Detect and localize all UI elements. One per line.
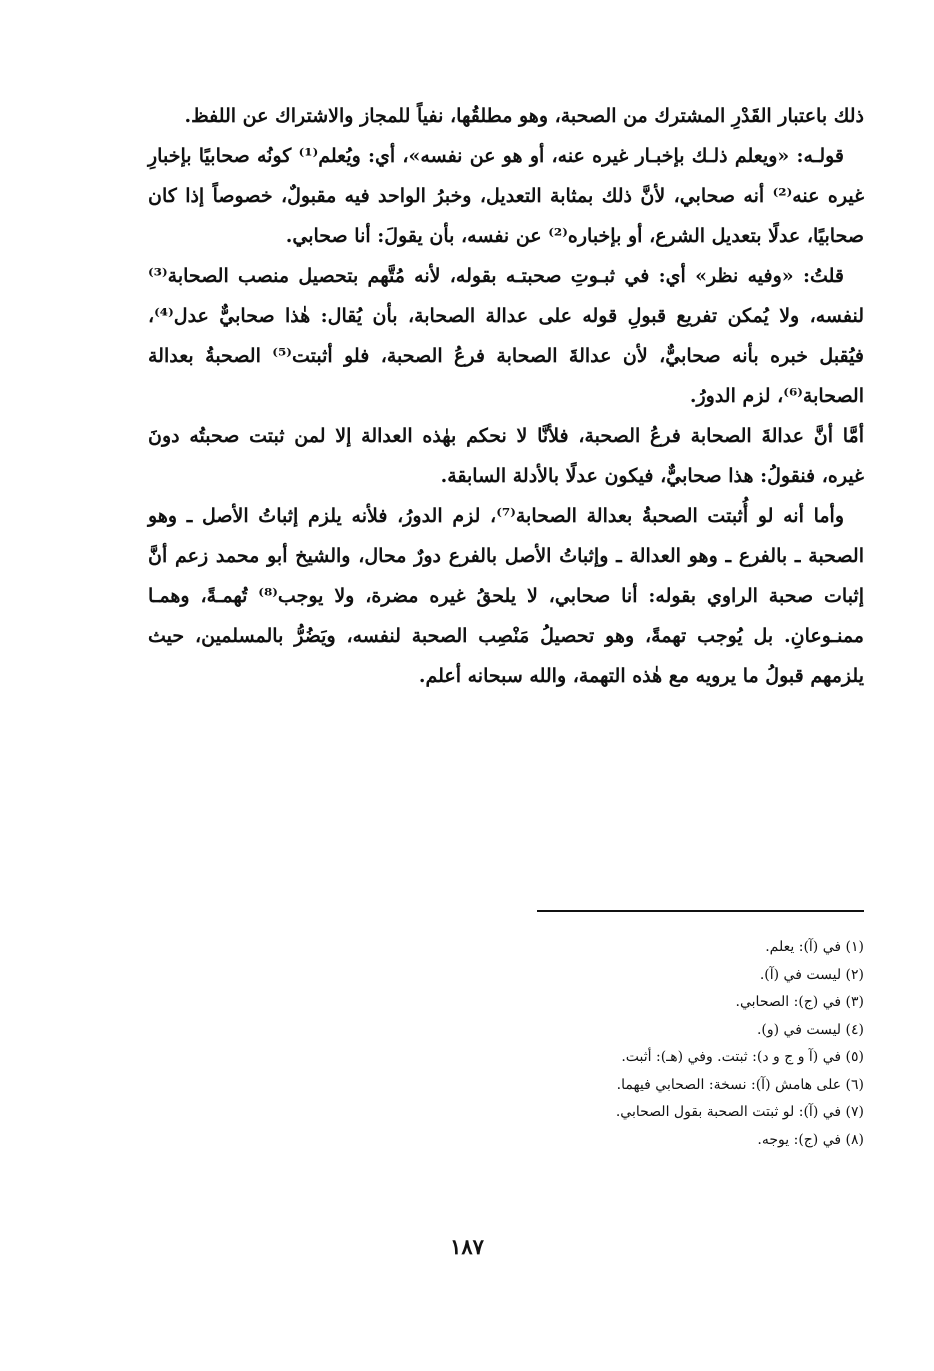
main-text (148, 96, 864, 696)
footnote-6: (٦) على هامش (آ): نسخة: الصحابي فيهما. (616, 1076, 864, 1093)
paragraph-3: قلتُ: «وفيه نظر» أي: في ثبـوتِ صحبتـه بقوله، لأنه مُتَّهم بتحصيل منصب الصحابة⁽³⁾ لنفسه، ولا يُمكن تفريع قبولِ قوله على عدالة الصحابة، بأن يُقال: هٰذا صحابيٌّ عدل⁽⁴⁾، فيُقبل خبره بأنه صحابيٌّ، لأن عدالةَ الصحابة فرعُ الصحبة، فلو أثبتت⁽⁵⁾ الصحبةُ بعدالة الصحابة⁽⁶⁾، لزم الدورُ. (148, 265, 864, 407)
paragraph-4: أمَّا أنَّ عدالةَ الصحابة فرعُ الصحبة، فلأنَّا لا نحكم بهٰذه العدالة إلا لمن ثبتت صحبتُه دونَ غيره، فنقولُ: هذا صحابيٌّ، فيكون عدلًا بالأدلة السابقة. (148, 425, 864, 487)
footnote-separator (537, 910, 864, 912)
paragraph-1: ذلك باعتبار القَدْرِ المشترك من الصحبة، وهو مطلقُها، نفياً للمجاز والاشتراك عن اللفظ. (184, 105, 864, 127)
footnotes (420, 934, 864, 1154)
footnote-4: (٤) ليست في (و). (756, 1021, 864, 1038)
footnote-3: (٣) في (ج): الصحابي. (735, 994, 864, 1010)
footnote-2: (٢) ليست في (آ). (759, 966, 864, 983)
paragraph-5: وأما أنه لو أُثبتت الصحبةُ بعدالة الصحابة⁽⁷⁾، لزم الدورُ، فلأنه يلزم إثباتُ الأصل ـ وهو الصحبة ـ بالفرع ـ وهو العدالة ـ وإثباتُ الأصل بالفرع دورٌ محال، والشيخ أبو محمد زعم أنَّ إثبات صحبة الراوي بقوله: أنا صحابي، لا يلحقُ غيره مضرة، ولا يوجب⁽⁸⁾ تُهمـةً، وهمـا ممنـوعانِ. بل يُوجب تهمةً، وهو تحصيلُ مَنْصِب الصحبة لنفسه، ويَضُرُّ بالمسلمين، حيث يلزمهم قبولُ ما يرويه مع هٰذه التهمة، والله سبحانه أعلم. (148, 505, 864, 687)
paragraph-2: قولـه: «ويعلم ذلـك بإخبـار غيره عنه، أو هو عن نفسه»، أي: ويُعلم⁽¹⁾ كونُه صحابيًا بإخبارِ غيره عنه⁽²⁾ أنه صحابي، لأنَّ ذلك بمثابة التعديل، وخبرُ الواحد فيه مقبولٌ، خصوصاً إذا كان صحابيًا، عدلًا بتعديل الشرع، أو بإخباره⁽²⁾ عن نفسه، بأن يقولَ: أنا صحابي. (148, 145, 865, 247)
page-number: ١٨٧ (450, 1234, 484, 1259)
footnote-1: (١) في (آ): يعلم. (765, 939, 864, 955)
footnote-8: (٨) في (ج): يوجه. (757, 1131, 864, 1148)
footnote-7: (٧) في (آ): لو ثبتت الصحبة بقول الصحابي. (615, 1104, 864, 1120)
footnote-5: (٥) في (آ و ج و د): ثبتت. وفي (هـ): أثبت. (621, 1049, 864, 1065)
